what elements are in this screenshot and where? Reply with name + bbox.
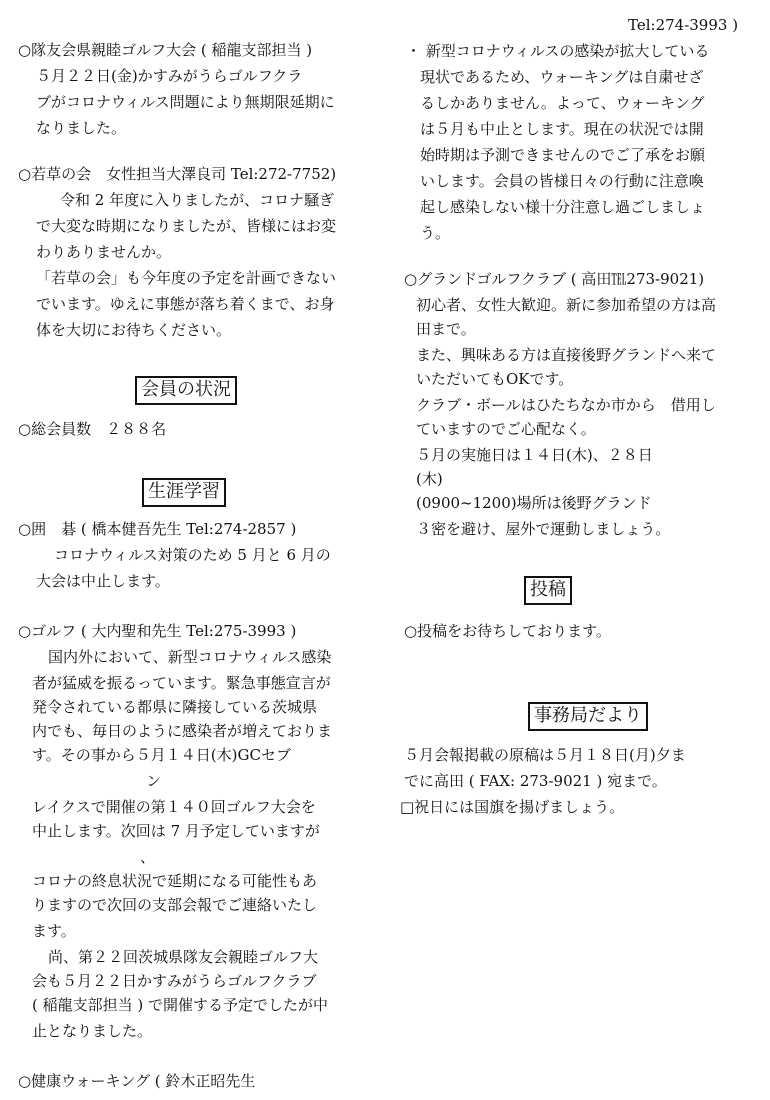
paragraph-line: う。 [420,224,451,242]
paragraph-line: また、興味ある方は直接後野グランドへ来て [416,346,717,364]
paragraph-line: 初心者、女性大歓迎。新に参加希望の方は高 [416,296,717,314]
paragraph-line: ます。 [32,922,76,940]
paragraph-line: 会も５月２２日かすみがうらゴルフクラブ [32,972,317,990]
paragraph-line: レイクスで開催の第１４０回ゴルフ大会を [32,798,316,816]
paragraph-line: は５月も中止とします。現在の状況では開 [420,120,704,138]
paragraph-line: ５月２２日(金)かすみがうらゴルフクラ [36,67,303,85]
paragraph-line: ３密を避け、屋外で運動しましょう。 [416,520,671,538]
paragraph-line: (0900~1200)場所は後野グランド [416,494,652,512]
paragraph-line: でに高田 ( FAX: 273-9021 ) 宛まで。 [404,772,667,790]
paragraph-line: 、 [140,848,156,866]
paragraph-line: ( 稲龍支部担当 ) で開催する予定でしたが中 [32,996,329,1014]
paragraph-line: いします。会員の皆様日々の行動に注意喚 [420,172,704,190]
paragraph-line: 田まで。 [416,320,476,338]
paragraph-line: で大変な時期になりましたが、皆様にはお変 [36,217,337,235]
paragraph-line: いただいてもOKです。 [416,370,574,388]
paragraph-line: 発令されている都県に隣接している茨城県 [32,698,318,716]
paragraph-line: ５月の実施日は１４日(木)、２８日 [416,446,653,464]
paragraph-line: 「若草の会」も今年度の予定を計画できない [36,269,337,287]
paragraph-line: クラブ・ボールはひたちなか市から 借用し [416,396,716,414]
heading-office-news: 事務局だより [528,702,648,731]
paragraph-line: りますので次回の支部会報でご連絡いたし [32,896,318,914]
section-title-wakakusa: ○若草の会 女性担当大澤良司 Tel:272-7752) [18,165,337,183]
section-title-walking: ○健康ウォーキング ( 鈴木正昭先生 [18,1072,256,1090]
section-title-golf: ○ゴルフ ( 大内聖和先生 Tel:275-3993 ) [18,622,297,640]
paragraph-line: 内でも、毎日のように感染者が増えておりま [32,722,333,740]
paragraph-line: 止となりました。 [32,1022,153,1040]
paragraph-line: 始時期は予測できませんのでご了承をお願 [420,146,706,164]
member-count: ○総会員数 ２８８名 [18,420,167,438]
section-title-go: ○囲 碁 ( 橋本健吾先生 Tel:274-2857 ) [18,520,297,538]
paragraph-line: 起し感染しない様十分注意し過ごしましょ [420,198,706,216]
walking-tel: Tel:274-3993 ) [628,16,739,34]
paragraph-line: ５月会報掲載の原稿は５月１８日(月)夕ま [404,746,686,764]
paragraph-line: す。その事から５月１４日(木)GCセブ [32,746,291,764]
heading-submissions: 投稿 [524,576,572,605]
paragraph-line: るしかありません。よって、ウォーキング [420,94,705,112]
paragraph-line: なりました。 [36,119,127,137]
paragraph-line: 国内外において、新型コロナウィルス感染 [48,648,332,666]
paragraph-line: 大会は中止します。 [36,572,170,590]
paragraph-line: ン [146,772,162,790]
paragraph-line: 令和 2 年度に入りましたが、コロナ騒ぎ [60,191,335,209]
paragraph-line: ・ 新型コロナウィルスの感染が拡大している [406,42,710,60]
paragraph-line: 現状であるため、ウォーキングは自粛せざ [420,68,704,86]
paragraph-line: 尚、第２２回茨城県隊友会親睦ゴルフ大 [48,948,319,966]
paragraph-line: 者が猛威を振るっています。緊急事態宣言が [32,674,331,692]
heading-lifelong-learning: 生涯学習 [142,478,226,507]
paragraph-line: わりありませんか。 [36,243,172,261]
flag-reminder: □祝日には国旗を揚げましょう。 [400,798,625,816]
heading-member-status: 会員の状況 [135,376,237,405]
paragraph-line: コロナウィルス対策のため 5 月と 6 月の [54,546,331,564]
submission-note: ○投稿をお待ちしております。 [404,622,611,640]
paragraph-line: 中止します。次回は 7 月予定していますが [32,822,320,840]
paragraph-line: ていますのでご心配なく。 [416,420,596,438]
paragraph-line: ブがコロナウィルス問題により無期限延期に [36,93,335,111]
paragraph-line: でいます。ゆえに事態が落ち着くまで、お身 [36,295,335,313]
section-title-golf-tournament: ○隊友会県親睦ゴルフ大会 ( 稲龍支部担当 ) [18,41,313,59]
paragraph-line: (木) [416,470,443,488]
paragraph-line: コロナの終息状況で延期になる可能性もあ [32,872,318,890]
section-title-ground-golf: ○グランドゴルフクラブ ( 高田℡273-9021) [404,270,705,288]
paragraph-line: 体を大切にお待ちください。 [36,321,232,339]
